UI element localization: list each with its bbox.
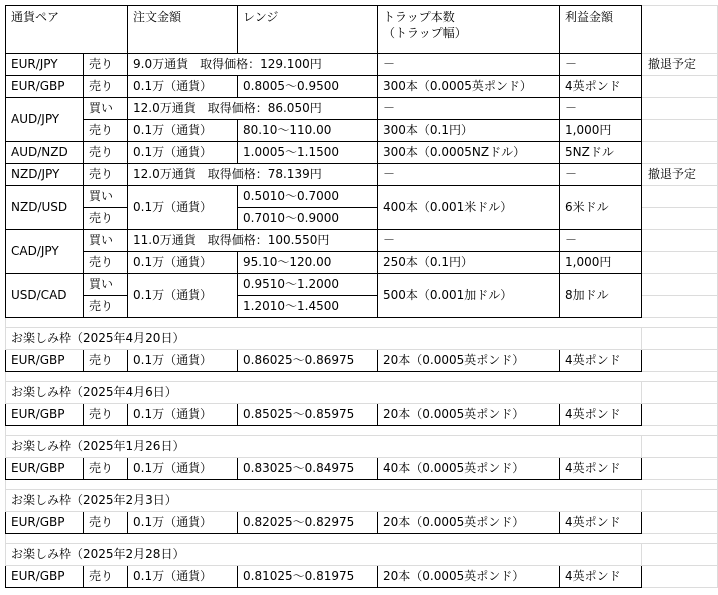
amount-cell: 0.1万（通貨） — [128, 458, 238, 480]
spacer-row — [6, 534, 718, 544]
table-row — [6, 274, 718, 296]
side-cell: 売り — [84, 458, 128, 480]
pair-cell: EUR/GBP — [6, 512, 84, 534]
table-row — [6, 76, 718, 98]
amount-cell: 0.1万（通貨） — [128, 404, 238, 426]
amount-cell: 11.0万通貨 取得価格：100.550円 — [128, 230, 378, 252]
pair-cell: AUD/NZD — [6, 142, 84, 164]
amount-cell: 0.1万（通貨） — [128, 252, 238, 274]
amount-cell: 0.1万（通貨） — [128, 512, 238, 534]
pair-cell: CAD/JPY — [6, 230, 84, 274]
range-cell: 0.86025～0.86975 — [238, 350, 378, 372]
traps-cell: 300本（0.0005英ポンド） — [378, 76, 560, 98]
side-cell: 買い — [84, 230, 128, 252]
table-row — [6, 98, 718, 120]
side-cell: 買い — [84, 274, 128, 296]
range-cell: 0.83025～0.84975 — [238, 458, 378, 480]
profit-cell: 6米ドル — [560, 186, 642, 230]
amount-cell: 9.0万通貨 取得価格：129.100円 — [128, 54, 378, 76]
profit-cell: － — [560, 98, 642, 120]
spacer-row — [6, 372, 718, 382]
table-row — [6, 566, 718, 588]
pair-cell: NZD/USD — [6, 186, 84, 230]
traps-cell: － — [378, 54, 560, 76]
profit-cell: 4英ポンド — [560, 566, 642, 588]
profit-cell: 4英ポンド — [560, 350, 642, 372]
table-row — [6, 54, 718, 76]
note-cell — [642, 208, 718, 230]
side-cell: 売り — [84, 404, 128, 426]
profit-cell: 4英ポンド — [560, 76, 642, 98]
traps-cell: － — [378, 164, 560, 186]
range-cell: 0.9510～1.2000 — [238, 274, 378, 296]
table-row — [6, 186, 718, 208]
amount-cell: 0.1万（通貨） — [128, 142, 238, 164]
header-traps-line1: トラップ本数 — [383, 10, 455, 24]
side-cell: 買い — [84, 186, 128, 208]
profit-cell: 4英ポンド — [560, 404, 642, 426]
spacer-row — [6, 318, 718, 328]
amount-cell: 0.1万（通貨） — [128, 76, 238, 98]
table-row — [6, 252, 718, 274]
profit-cell: － — [560, 230, 642, 252]
side-cell: 売り — [84, 296, 128, 318]
amount-cell: 0.1万（通貨） — [128, 186, 238, 230]
range-cell: 0.8005～0.9500 — [238, 76, 378, 98]
amount-cell: 0.1万（通貨） — [128, 350, 238, 372]
table-row — [6, 350, 718, 372]
table-row — [6, 404, 718, 426]
header-amount: 注文金額 — [128, 6, 238, 54]
side-cell: 売り — [84, 208, 128, 230]
pair-cell: EUR/GBP — [6, 76, 84, 98]
traps-cell: 20本（0.0005英ポンド） — [378, 404, 560, 426]
note-cell — [642, 6, 718, 54]
spacer-row — [6, 426, 718, 436]
traps-cell: － — [378, 98, 560, 120]
profit-cell: 5NZドル — [560, 142, 642, 164]
traps-cell: 250本（0.1円） — [378, 252, 560, 274]
pair-cell: EUR/GBP — [6, 566, 84, 588]
traps-cell: 400本（0.001米ドル） — [378, 186, 560, 230]
range-cell: 95.10～120.00 — [238, 252, 378, 274]
profit-cell: 1,000円 — [560, 120, 642, 142]
note-cell — [642, 76, 718, 98]
note-cell — [642, 274, 718, 296]
side-cell: 売り — [84, 164, 128, 186]
profit-cell: 1,000円 — [560, 252, 642, 274]
pair-cell: NZD/JPY — [6, 164, 84, 186]
amount-cell: 0.1万（通貨） — [128, 274, 238, 318]
amount-cell: 0.1万（通貨） — [128, 566, 238, 588]
header-traps — [378, 6, 560, 54]
traps-cell: 300本（0.0005NZドル） — [378, 142, 560, 164]
amount-cell: 0.1万（通貨） — [128, 120, 238, 142]
side-cell: 売り — [84, 252, 128, 274]
table-row — [6, 458, 718, 480]
range-cell: 0.5010～0.7000 — [238, 186, 378, 208]
note-cell — [642, 252, 718, 274]
section-title: お楽しみ枠（2025年2月3日） — [6, 490, 642, 512]
table-row — [6, 164, 718, 186]
range-cell: 0.82025～0.82975 — [238, 512, 378, 534]
header-pair: 通貨ペア — [6, 6, 128, 54]
note-cell — [642, 230, 718, 252]
table-row — [6, 512, 718, 534]
profit-cell: － — [560, 54, 642, 76]
traps-cell: 300本（0.1円） — [378, 120, 560, 142]
section-title: お楽しみ枠（2025年4月6日） — [6, 382, 642, 404]
side-cell: 売り — [84, 120, 128, 142]
traps-cell: 40本（0.0005英ポンド） — [378, 458, 560, 480]
note-cell — [642, 98, 718, 120]
note-cell: 撤退予定 — [642, 164, 718, 186]
traps-cell: 20本（0.0005英ポンド） — [378, 566, 560, 588]
section-title-row — [6, 436, 718, 458]
side-cell: 売り — [84, 512, 128, 534]
note-cell — [642, 142, 718, 164]
section-title: お楽しみ枠（2025年2月28日） — [6, 544, 642, 566]
profit-cell: 8加ドル — [560, 274, 642, 318]
side-cell: 売り — [84, 142, 128, 164]
pair-cell: AUD/JPY — [6, 98, 84, 142]
pair-cell: EUR/GBP — [6, 458, 84, 480]
header-traps-line2: （トラップ幅） — [383, 26, 467, 40]
amount-cell: 12.0万通貨 取得価格：86.050円 — [128, 98, 378, 120]
table-row — [6, 120, 718, 142]
profit-cell: 4英ポンド — [560, 512, 642, 534]
pair-cell: EUR/GBP — [6, 350, 84, 372]
profit-cell: 4英ポンド — [560, 458, 642, 480]
side-cell: 売り — [84, 54, 128, 76]
range-cell: 1.0005～1.1500 — [238, 142, 378, 164]
range-cell: 1.2010～1.4500 — [238, 296, 378, 318]
table-row — [6, 230, 718, 252]
section-title-row — [6, 490, 718, 512]
table-row — [6, 142, 718, 164]
amount-cell: 12.0万通貨 取得価格：78.139円 — [128, 164, 378, 186]
range-cell: 0.85025～0.85975 — [238, 404, 378, 426]
section-title-row — [6, 328, 718, 350]
section-title-row — [6, 544, 718, 566]
profit-cell: － — [560, 164, 642, 186]
spacer-row — [6, 480, 718, 490]
range-cell: 0.7010～0.9000 — [238, 208, 378, 230]
pair-cell: EUR/GBP — [6, 404, 84, 426]
header-profit: 利益金額 — [560, 6, 642, 54]
note-cell: 撤退予定 — [642, 54, 718, 76]
side-cell: 買い — [84, 98, 128, 120]
note-cell — [642, 120, 718, 142]
traps-cell: 500本（0.001加ドル） — [378, 274, 560, 318]
side-cell: 売り — [84, 350, 128, 372]
traps-cell: 20本（0.0005英ポンド） — [378, 512, 560, 534]
header-row — [6, 6, 718, 54]
section-title-row — [6, 382, 718, 404]
section-title: お楽しみ枠（2025年1月26日） — [6, 436, 642, 458]
traps-cell: 20本（0.0005英ポンド） — [378, 350, 560, 372]
header-range: レンジ — [238, 6, 378, 54]
note-cell — [642, 296, 718, 318]
traps-cell: － — [378, 230, 560, 252]
range-cell: 0.81025～0.81975 — [238, 566, 378, 588]
note-cell — [642, 186, 718, 208]
section-title: お楽しみ枠（2025年4月20日） — [6, 328, 642, 350]
pair-cell: USD/CAD — [6, 274, 84, 318]
pair-cell: EUR/JPY — [6, 54, 84, 76]
range-cell: 80.10～110.00 — [238, 120, 378, 142]
side-cell: 売り — [84, 566, 128, 588]
trap-table — [5, 5, 718, 588]
side-cell: 売り — [84, 76, 128, 98]
